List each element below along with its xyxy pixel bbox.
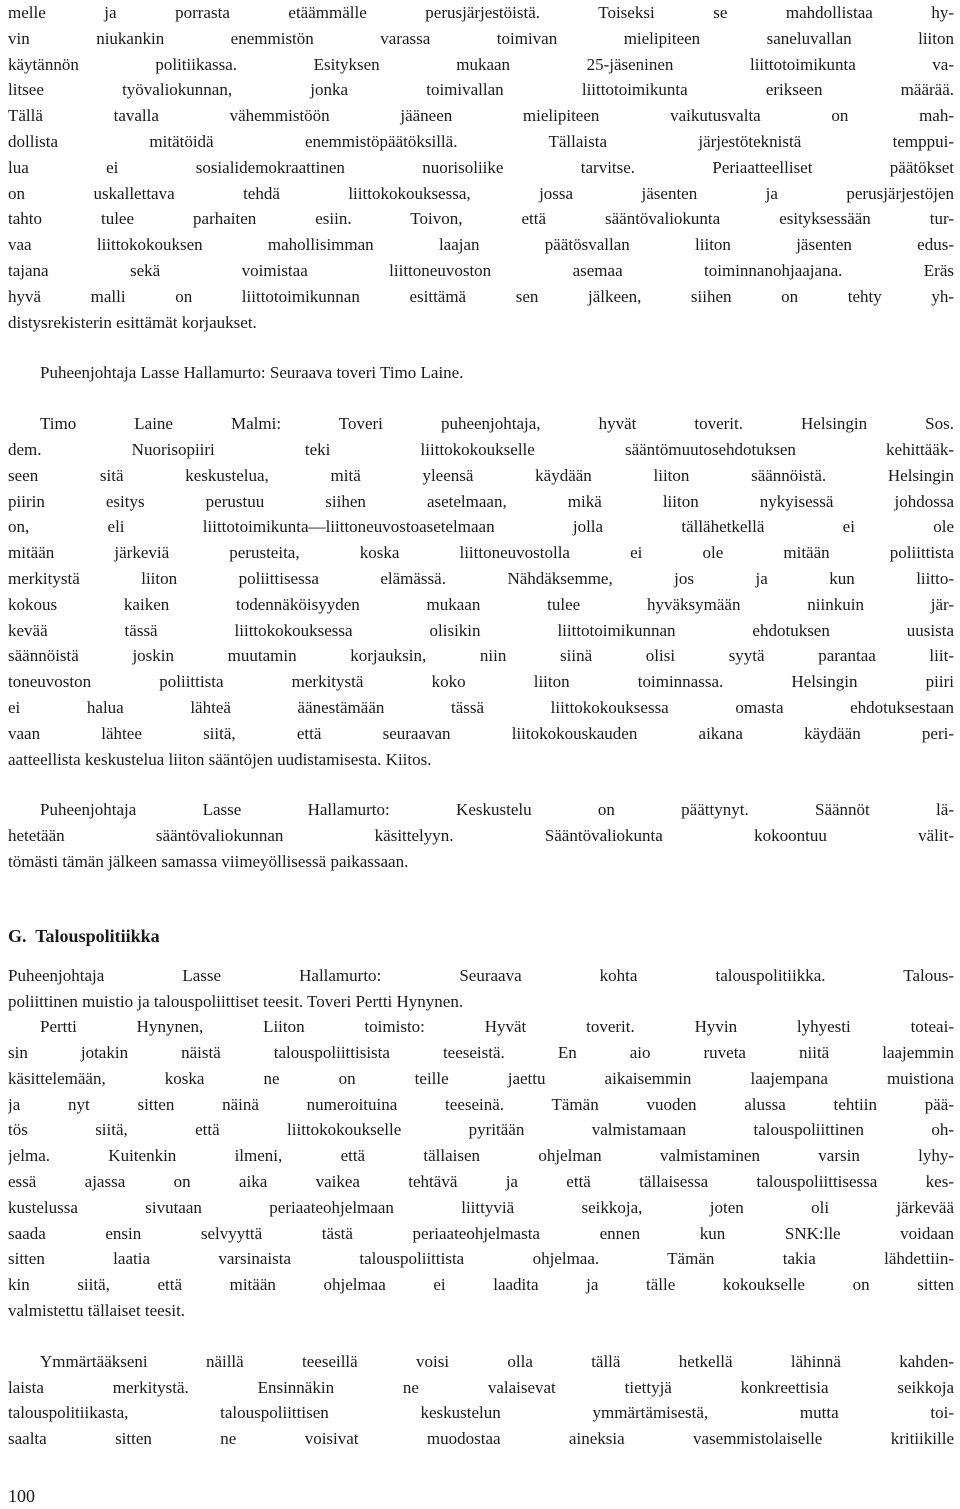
- text-line: poliittinen muistio ja talouspoliittiset teesit. Toveri Pertti Hynynen.: [8, 991, 464, 1011]
- text-line: melle ja porrasta etäämmälle perusjärjestöistä. Toiseksi se mahdollistaa hy-: [8, 3, 954, 22]
- text-line: merkitystä liiton poliittisessa elämässä. Nähdäksemme, jos ja kun liitto-: [8, 568, 954, 588]
- text-line: tajana sekä voimistaa liittoneuvoston asemaa toiminnanohjaajana. Eräs: [8, 260, 954, 280]
- page-number: 100: [8, 1486, 35, 1506]
- text-line: distysrekisterin esittämät korjaukset.: [8, 312, 257, 332]
- text-line: Ymmärtääkseni näillä teeseillä voisi olla tällä hetkellä lähinnä kahden-: [40, 1351, 954, 1371]
- text-line: jelma. Kuitenkin ilmeni, että tällaisen ohjelman valmistaminen varsin lyhy-: [8, 1146, 954, 1166]
- spacer: [8, 386, 954, 411]
- text-line: litsee työvaliokunnan, jonka toimivallan liittotoimikunta erikseen määrää.: [8, 80, 954, 100]
- text-line: dollista mitätöidä enemmistöpäätöksillä. Tällaista järjestöteknistä temppui-: [8, 131, 954, 151]
- text-line: laista merkitystä. Ensinnäkin ne valaisevat tiettyjä konkreettisia seikkoja: [8, 1377, 954, 1397]
- text-line: Puheenjohtaja Lasse Hallamurto: Seuraava kohta talouspolitiikka. Talous-: [8, 965, 954, 985]
- chair-remark: [8, 360, 954, 386]
- text-line: käytännön politiikassa. Esityksen mukaan 25-jäseninen liittotoimikunta va-: [8, 54, 954, 74]
- text-line: hyvä malli on liittotoimikunnan esittämä sen jälkeen, siihen on tehty yh-: [8, 286, 954, 306]
- text-line: dem. Nuorisopiiri teki liittokokoukselle sääntömuutosehdotuksen kehittääk-: [8, 439, 954, 459]
- text-line: Puheenjohtaja Lasse Hallamurto: Keskustelu on päättynyt. Säännöt lä-: [40, 800, 954, 820]
- text-line: kustelussa sivutaan periaateohjelmaan liittyviä seikkoja, joten oli järkevää: [8, 1197, 954, 1217]
- chair-introduction: [8, 963, 954, 1015]
- text-line: saalta sitten ne voisivat muodostaa aineksia vasemmistolaiselle kritiikille: [8, 1429, 954, 1449]
- text-line: tömästi tämän jälkeen samassa viimeyöllisessä paikassaan.: [8, 851, 409, 871]
- text-line: on, eli liittotoimikunta—liittoneuvostoasetelmaan jolla tällähetkellä ei ole: [8, 517, 954, 537]
- text-line: sin jotakin näistä talouspoliittisista teeseistä. En aio ruveta niitä laajemmin: [8, 1043, 954, 1063]
- text-line: toneuvoston poliittista merkitystä koko liiton toiminnassa. Helsingin piiri: [8, 672, 954, 692]
- text-line: lua ei sosialidemokraattinen nuorisoliike tarvitse. Periaatteelliset päätökset: [8, 157, 954, 177]
- text-line: Puheenjohtaja Lasse Hallamurto: Seuraava toveri Timo Laine.: [40, 363, 464, 383]
- text-line: aatteellista keskustelua liiton sääntöjen uudistamisesta. Kiitos.: [8, 749, 432, 769]
- text-line: vin niukankin enemmistön varassa toimivan mielipiteen saneluvallan liiton: [8, 28, 954, 48]
- spacer: [8, 335, 954, 360]
- text-line: kokous kaiken todennäköisyyden mukaan tulee hyväksymään niinkuin jär-: [8, 594, 954, 614]
- text-line: tös siitä, että liittokokoukselle pyritään valmistamaan talouspoliittinen oh-: [8, 1120, 954, 1140]
- text-line: ja nyt sitten näinä numeroituina teeseinä. Tämän vuoden alussa tehtiin pää-: [8, 1094, 954, 1114]
- text-line: Pertti Hynynen, Liiton toimisto: Hyvät toverit. Hyvin lyhyesti toteai-: [40, 1017, 954, 1037]
- text-line: Tällä tavalla vähemmistöön jääneen mielipiteen vaikutusvalta on mah-: [8, 106, 954, 126]
- section-letter: G.: [8, 925, 27, 946]
- text-line: kevää tässä liittokokouksessa olisikin liittotoimikunnan ehdotuksen uusista: [8, 620, 954, 640]
- spacer: [8, 875, 954, 919]
- text-line: mitään järkeviä perusteita, koska liittoneuvostolla ei ole mitään poliittista: [8, 543, 954, 563]
- speech-pertti-hynynen-continued: [8, 1349, 954, 1452]
- text-line: käsittelemään, koska ne on teille jaettu aikaisemmin laajempana muistiona: [8, 1068, 954, 1088]
- text-line: saada ensin selvyyttä tästä periaateohjelmasta ennen kun SNK:lle voidaan: [8, 1223, 954, 1243]
- spacer: [8, 772, 954, 797]
- text-line: säännöistä joskin muutamin korjauksin, niin siinä olisi syytä parantaa liit-: [8, 646, 954, 666]
- text-line: essä ajassa on aika vaikea tehtävä ja että tällaisessa talouspoliittisessa kes-: [8, 1172, 954, 1192]
- text-line: hetetään sääntövaliokunnan käsittelyyn. Sääntövaliokunta kokoontuu välit-: [8, 826, 954, 846]
- text-line: Timo Laine Malmi: Toveri puheenjohtaja, hyvät toverit. Helsingin Sos.: [40, 414, 954, 434]
- speech-timo-laine: [8, 411, 954, 772]
- spacer: [8, 1324, 954, 1349]
- text-line: sitten laatia varsinaista talouspoliittista ohjelmaa. Tämän takia lähdettiin-: [8, 1249, 954, 1269]
- spacer: [8, 949, 954, 963]
- section-heading: [8, 923, 954, 949]
- text-line: ei halua lähteä äänestämään tässä liittokokouksessa omasta ehdotuksestaan: [8, 697, 954, 717]
- document-page: [8, 0, 954, 1452]
- text-line: seen sitä keskustelua, mitä yleensä käydään liiton säännöistä. Helsingin: [8, 465, 954, 485]
- chair-closing-remark: [8, 797, 954, 874]
- text-line: vaan lähtee siitä, että seuraavan liitokokouskauden aikana käydään peri-: [8, 723, 954, 743]
- speech-pertti-hynynen: [8, 1014, 954, 1324]
- text-line: on uskallettava tehdä liittokokouksessa, jossa jäsenten ja perusjärjestöjen: [8, 183, 954, 203]
- text-line: kin siitä, että mitään ohjelmaa ei laadita ja tälle kokoukselle on sitten: [8, 1275, 954, 1295]
- text-line: talouspolitiikasta, talouspoliittisen keskustelun ymmärtämisestä, mutta toi-: [8, 1403, 954, 1423]
- section-title: Talouspolitiikka: [35, 925, 160, 946]
- text-line: vaa liittokokouksen mahollisimman laajan päätösvallan liiton jäsenten edus-: [8, 235, 954, 255]
- text-line: piirin esitys perustuu siihen asetelmaan, mikä liiton nykyisessä johdossa: [8, 491, 954, 511]
- text-line: tahto tulee parhaiten esiin. Toivon, että sääntövaliokunta esityksessään tur-: [8, 209, 954, 229]
- text-line: valmistettu tällaiset teesit.: [8, 1301, 186, 1321]
- paragraph-continuation: [8, 0, 954, 335]
